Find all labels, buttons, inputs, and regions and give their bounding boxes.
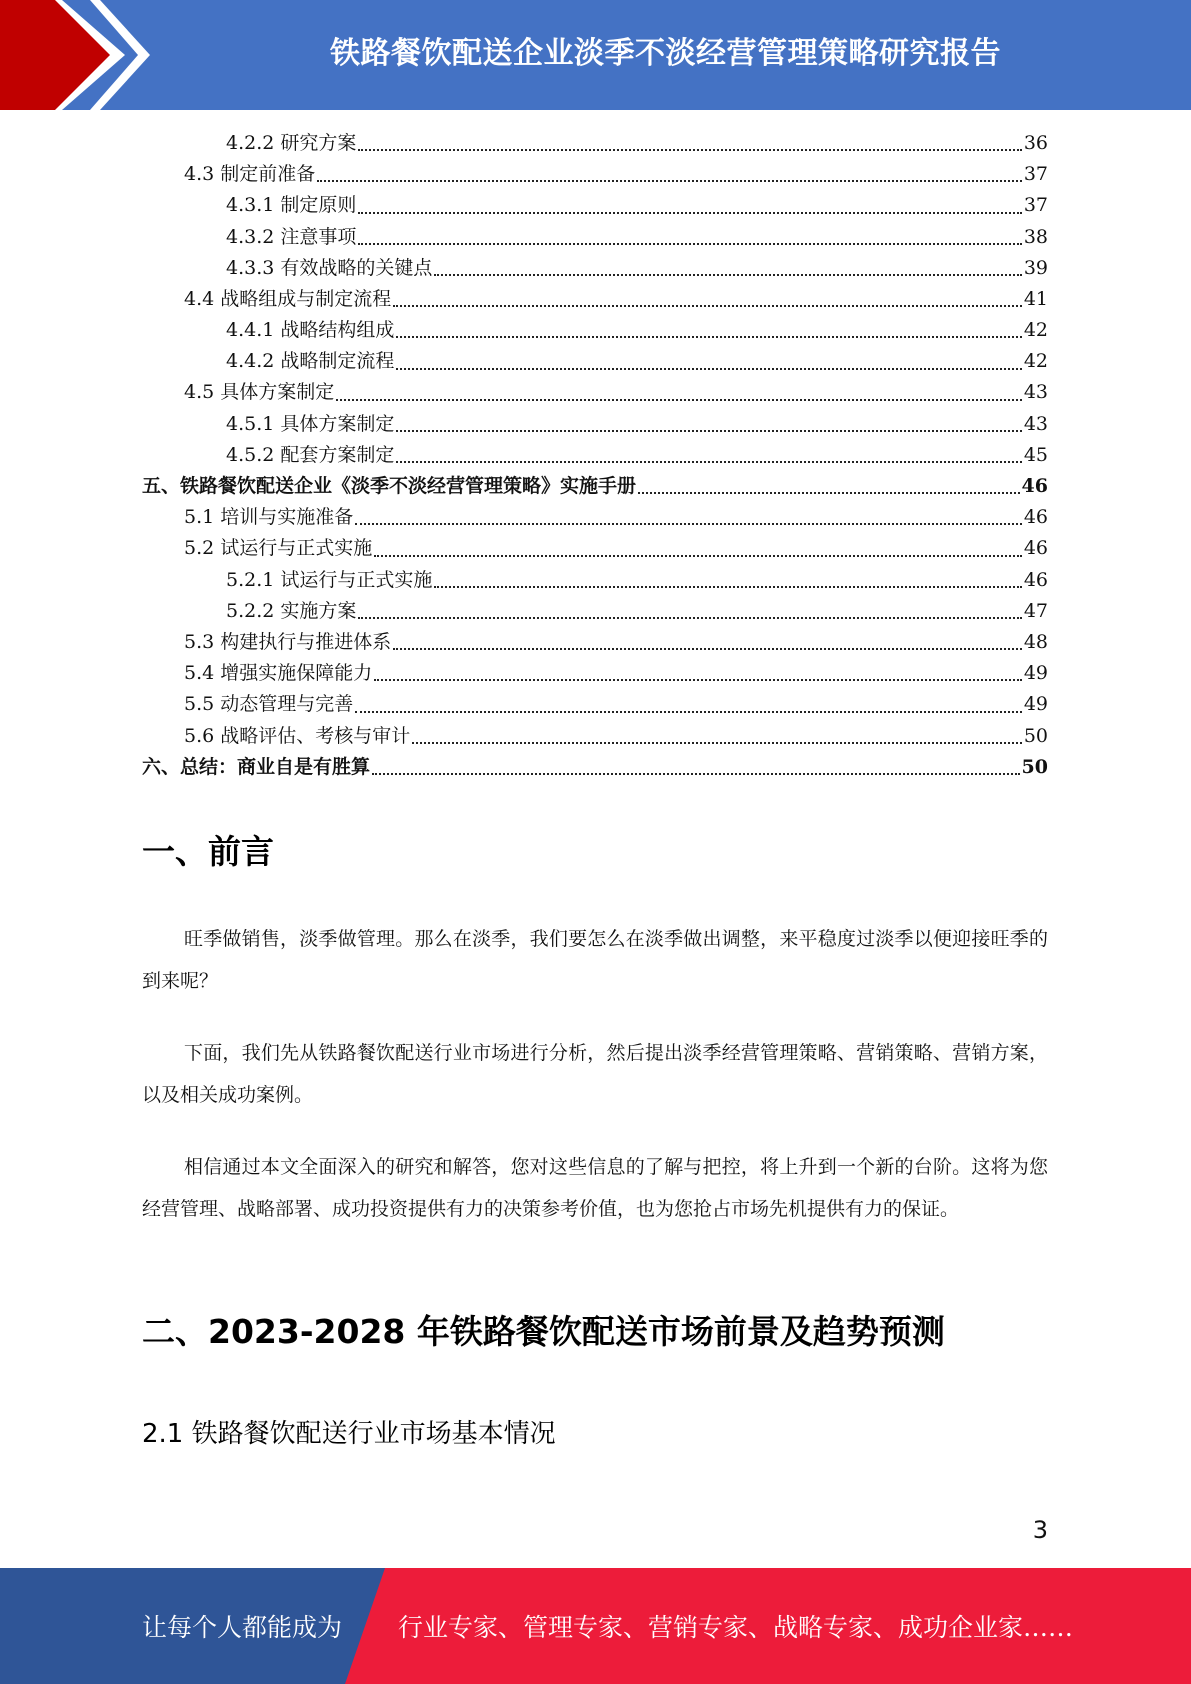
toc-entry-page: 46 [1023, 568, 1048, 591]
toc-entry-page: 47 [1023, 599, 1048, 622]
table-of-contents [142, 128, 1048, 783]
toc-entry-label: 4.4.2 战略制定流程 [226, 350, 395, 373]
toc-entry-label: 4.4 战略组成与制定流程 [184, 287, 392, 310]
toc-entry-label: 4.4.1 战略结构组成 [226, 319, 395, 342]
toc-entry-label: 5.1 培训与实施准备 [184, 506, 354, 529]
toc-entry[interactable] [142, 284, 1048, 315]
preface-paragraph-1: 旺季做销售，淡季做管理。那么在淡季，我们要怎么在淡季做出调整，来平稳度过淡季以便迎接旺季的到来呢？ [142, 928, 1048, 992]
toc-leader-dots [396, 368, 1021, 370]
toc-entry[interactable] [142, 378, 1048, 409]
toc-entry-page: 43 [1023, 412, 1048, 435]
toc-entry[interactable] [142, 253, 1048, 284]
toc-entry-label: 5.2.2 实施方案 [226, 599, 357, 622]
toc-leader-dots [393, 648, 1022, 650]
preface-paragraph-2: 下面，我们先从铁路餐饮配送行业市场进行分析，然后提出淡季经营管理策略、营销策略、营销方案，以及相关成功案例。 [142, 1042, 1048, 1106]
toc-entry-page: 46 [1023, 506, 1048, 529]
toc-entry-page: 42 [1023, 350, 1048, 373]
page-number: 3 [1032, 1516, 1048, 1544]
toc-leader-dots [355, 711, 1022, 713]
toc-entry-page: 50 [1021, 755, 1048, 778]
section-heading-preface: 一、前言 [142, 832, 274, 871]
section-heading-market-outlook: 二、2023-2028 年铁路餐饮配送市场前景及趋势预测 [142, 1312, 945, 1351]
toc-entry[interactable] [142, 159, 1048, 190]
toc-entry[interactable] [142, 502, 1048, 533]
toc-leader-dots [396, 430, 1021, 432]
toc-entry[interactable] [142, 409, 1048, 440]
toc-leader-dots [374, 679, 1022, 681]
toc-entry-page: 49 [1023, 693, 1048, 716]
toc-entry-label: 4.3.2 注意事项 [226, 225, 357, 248]
toc-leader-dots [358, 149, 1021, 151]
toc-entry[interactable] [142, 658, 1048, 689]
toc-entry[interactable] [142, 627, 1048, 658]
toc-entry[interactable] [142, 222, 1048, 253]
toc-entry-page: 36 [1023, 131, 1048, 154]
toc-entry-page: 37 [1023, 194, 1048, 217]
toc-leader-dots [396, 461, 1021, 463]
toc-entry-label: 5.2.1 试运行与正式实施 [226, 568, 433, 591]
toc-entry-page: 49 [1023, 662, 1048, 685]
toc-entry-page: 48 [1023, 630, 1048, 653]
toc-entry[interactable] [142, 315, 1048, 346]
toc-entry-page: 46 [1021, 475, 1048, 498]
toc-entry-page: 37 [1023, 163, 1048, 186]
toc-leader-dots [393, 305, 1022, 307]
toc-entry-page: 38 [1023, 225, 1048, 248]
toc-leader-dots [374, 555, 1022, 557]
toc-entry-label: 5.4 增强实施保障能力 [184, 662, 373, 685]
toc-leader-dots [434, 274, 1021, 276]
header-arrow-decoration [0, 0, 160, 110]
toc-entry-label: 4.3 制定前准备 [184, 163, 316, 186]
toc-leader-dots [336, 399, 1022, 401]
toc-entry-label: 5.5 动态管理与完善 [184, 693, 354, 716]
footer-slogan-left: 让每个人都能成为 [142, 1613, 343, 1642]
toc-entry[interactable] [142, 128, 1048, 159]
toc-entry-label: 5.2 试运行与正式实施 [184, 537, 373, 560]
toc-entry-label: 4.5 具体方案制定 [184, 381, 335, 404]
page-header [0, 0, 1191, 110]
toc-leader-dots [372, 773, 1020, 775]
toc-entry-label: 4.5.1 具体方案制定 [226, 412, 395, 435]
toc-entry-page: 39 [1023, 256, 1048, 279]
preface-paragraph-3: 相信通过本文全面深入的研究和解答，您对这些信息的了解与把控，将上升到一个新的台阶。这将为您经营管理、战略部署、成功投资提供有力的决策参考价值，也为您抢占市场先机提供有力的保证。 [142, 1156, 1048, 1220]
toc-entry[interactable] [142, 533, 1048, 564]
toc-entry-label: 4.3.3 有效战略的关键点 [226, 256, 433, 279]
toc-entry-page: 43 [1023, 381, 1048, 404]
page-footer [0, 1568, 1191, 1684]
toc-entry[interactable] [142, 440, 1048, 471]
toc-leader-dots [317, 180, 1022, 182]
toc-leader-dots [358, 212, 1021, 214]
toc-entry-page: 50 [1023, 724, 1048, 747]
toc-leader-dots [434, 586, 1021, 588]
toc-entry[interactable] [142, 190, 1048, 221]
toc-leader-dots [412, 742, 1022, 744]
toc-entry-label: 5.6 战略评估、考核与审计 [184, 724, 411, 747]
toc-entry[interactable] [142, 752, 1048, 783]
toc-entry-page: 46 [1023, 537, 1048, 560]
toc-entry-label: 六、总结：商业自是有胜算 [142, 755, 371, 778]
toc-entry[interactable] [142, 471, 1048, 502]
toc-entry[interactable] [142, 721, 1048, 752]
toc-leader-dots [358, 243, 1021, 245]
toc-entry[interactable] [142, 596, 1048, 627]
footer-slogan-right: 行业专家、管理专家、营销专家、战略专家、成功企业家…… [398, 1613, 1074, 1642]
toc-entry-label: 五、铁路餐饮配送企业《淡季不淡经营管理策略》实施手册 [142, 475, 637, 498]
toc-entry-label: 4.5.2 配套方案制定 [226, 443, 395, 466]
toc-entry[interactable] [142, 565, 1048, 596]
toc-entry-label: 5.3 构建执行与推进体系 [184, 630, 392, 653]
toc-leader-dots [638, 492, 1020, 494]
toc-entry-label: 4.3.1 制定原则 [226, 194, 357, 217]
toc-entry[interactable] [142, 689, 1048, 720]
report-title: 铁路餐饮配送企业淡季不淡经营管理策略研究报告 [330, 36, 1001, 71]
toc-entry-page: 41 [1023, 287, 1048, 310]
toc-leader-dots [396, 336, 1021, 338]
toc-leader-dots [355, 523, 1022, 525]
toc-leader-dots [358, 617, 1021, 619]
toc-entry-label: 4.2.2 研究方案 [226, 131, 357, 154]
toc-entry[interactable] [142, 346, 1048, 377]
subsection-heading-basic-situation: 2.1 铁路餐饮配送行业市场基本情况 [142, 1419, 556, 1449]
toc-entry-page: 45 [1023, 443, 1048, 466]
toc-entry-page: 42 [1023, 319, 1048, 342]
